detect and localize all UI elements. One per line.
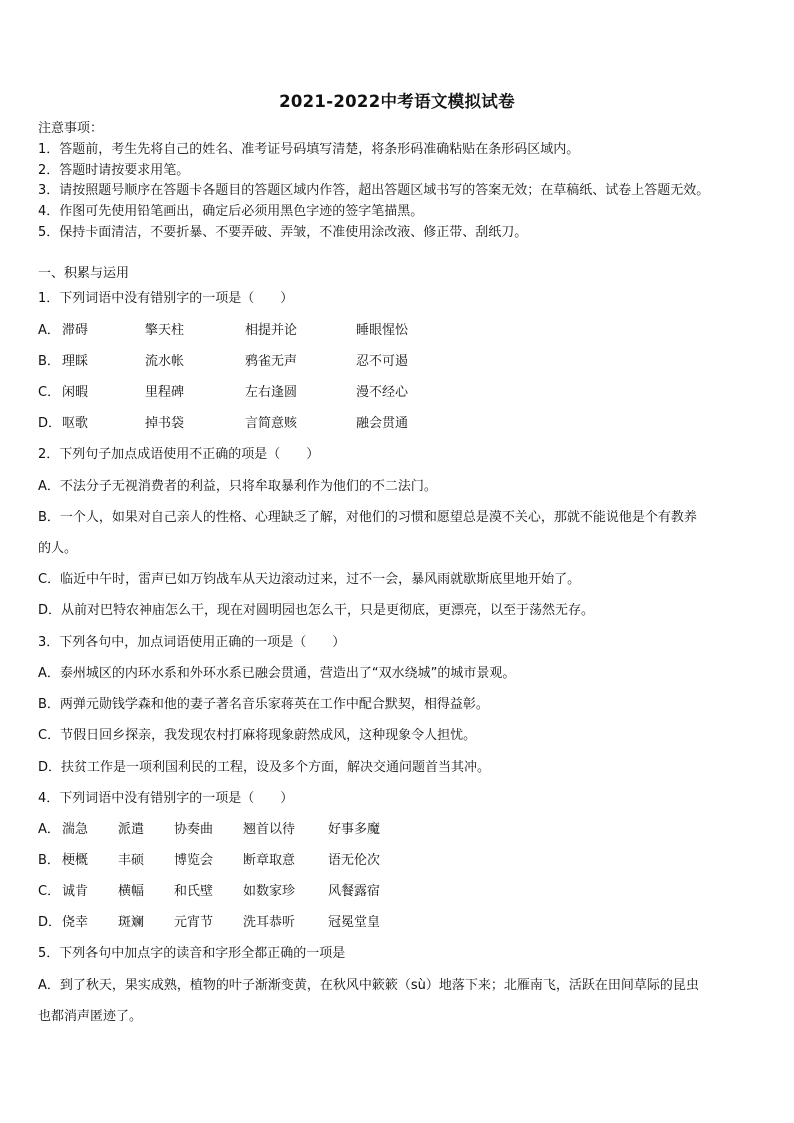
option-text: C．节假日回乡探亲，我发现农村打麻将现象蔚然成风，这种现象令人担忧。: [38, 728, 477, 743]
option-word: 相提并论: [245, 323, 298, 338]
option-text: C．临近中午时，雷声已如万钧战车从天边滚动过来，过不一会，暴风雨就歇斯底里地开始了。: [38, 572, 581, 587]
option-word: 斑斓: [118, 915, 145, 930]
option-label: C．: [38, 385, 61, 400]
option-label: B．: [38, 853, 60, 868]
option-word: 湍急: [62, 822, 89, 837]
notice-item: 4．作图可先使用铅笔画出，确定后必须用黑色字迹的签字笔描黑。: [38, 204, 424, 219]
option-word: 博览会: [174, 853, 214, 868]
option-word: 呕歌: [62, 416, 89, 431]
option-word: 梗概: [62, 853, 89, 868]
notice-item: 3．请按照题号顺序在答题卡各题目的答题区域内作答，超出答题区域书写的答案无效；在草稿纸、试卷上答题无效。: [38, 183, 710, 198]
option-word: 和氏壁: [174, 884, 214, 899]
option-word: 断章取意: [243, 853, 296, 868]
option-word: 好事多魔: [328, 822, 381, 837]
option-text: 的人。: [38, 541, 78, 556]
page-title: 2021-2022中考语文模拟试卷: [279, 92, 515, 111]
notice-item: 1．答题前，考生先将自己的姓名、准考证号码填写清楚，将条形码准确粘贴在条形码区域内。: [38, 142, 580, 157]
option-word: 元宵节: [174, 915, 214, 930]
option-word: 翘首以待: [243, 822, 296, 837]
notice-item: 5．保持卡面清洁，不要折暴、不要弄破、弄皱，不准使用涂改液、修正带、刮纸刀。: [38, 225, 528, 240]
question-stem: 4．下列词语中没有错别字的一项是（ ）: [38, 791, 294, 806]
option-word: 冠冕堂皇: [328, 915, 381, 930]
option-word: 掉书袋: [145, 416, 185, 431]
option-word: 睡眼惺忪: [356, 323, 409, 338]
option-word: 左右逢圆: [245, 385, 298, 400]
option-word: 漫不经心: [356, 385, 409, 400]
option-label: B．: [38, 354, 60, 369]
option-text: B．两弹元勋钱学森和他的妻子著名音乐家蒋英在工作中配合默契，相得益彰。: [38, 697, 489, 712]
option-label: A．: [38, 323, 60, 338]
option-word: 忍不可遏: [356, 354, 409, 369]
section-heading: 一、积累与运用: [38, 266, 130, 281]
option-text: A．不法分子无视消费者的利益，只将牟取暴利作为他们的不二法门。: [38, 479, 437, 494]
option-text: D．扶贫工作是一项利国利民的工程，设及多个方面，解决交通问题首当其冲。: [38, 760, 491, 775]
option-word: 流水帐: [145, 354, 185, 369]
option-word: 理睬: [62, 354, 89, 369]
option-word: 协奏曲: [174, 822, 214, 837]
option-word: 风餐露宿: [328, 884, 381, 899]
option-word: 鸦雀无声: [245, 354, 298, 369]
option-word: 侥幸: [62, 915, 89, 930]
option-text: B．一个人，如果对自己亲人的性格、心理缺乏了解，对他们的习惯和愿望总是漠不关心，那就不能说他是个有教养: [38, 510, 697, 525]
option-word: 语无伦次: [328, 853, 381, 868]
question-stem: 3．下列各句中，加点词语使用正确的一项是（ ）: [38, 635, 346, 650]
option-word: 闲暇: [62, 385, 89, 400]
question-stem: 2．下列句子加点成语使用不正确的项是（ ）: [38, 447, 320, 462]
option-word: 如数家珍: [243, 884, 296, 899]
option-text: A．到了秋天，果实成熟，植物的叶子渐渐变黄，在秋风中簌簌（sù）地落下来；北雁南飞，活跃在田间草际的昆虫: [38, 978, 699, 993]
option-text: A．泰州城区的内环水系和外环水系已融会贯通，营造出了“双水绕城”的城市景观。: [38, 666, 516, 681]
option-word: 横幅: [118, 884, 145, 899]
notice-item: 2．答题时请按要求用笔。: [38, 163, 190, 178]
option-word: 滞碍: [62, 323, 89, 338]
option-label: C．: [38, 884, 61, 899]
option-text: D．从前对巴特农神庙怎么干，现在对圆明园也怎么干，只是更彻底，更漂亮，以至于荡然无存。: [38, 603, 595, 618]
option-word: 诚肯: [62, 884, 89, 899]
option-word: 里程碑: [145, 385, 185, 400]
question-stem: 5．下列各句中加点字的读音和字形全都正确的一项是: [38, 946, 346, 961]
notice-heading: 注意事项：: [38, 121, 104, 136]
option-word: 洗耳恭听: [243, 915, 296, 930]
option-word: 言简意赅: [245, 416, 298, 431]
option-word: 融会贯通: [356, 416, 409, 431]
option-label: D．: [38, 416, 62, 431]
option-text: 也都消声匿迹了。: [38, 1009, 143, 1024]
question-stem: 1．下列词语中没有错别字的一项是（ ）: [38, 291, 294, 306]
option-label: A．: [38, 822, 60, 837]
option-word: 擎天柱: [145, 323, 185, 338]
option-word: 丰硕: [118, 853, 145, 868]
option-word: 派遣: [118, 822, 145, 837]
option-label: D．: [38, 915, 62, 930]
